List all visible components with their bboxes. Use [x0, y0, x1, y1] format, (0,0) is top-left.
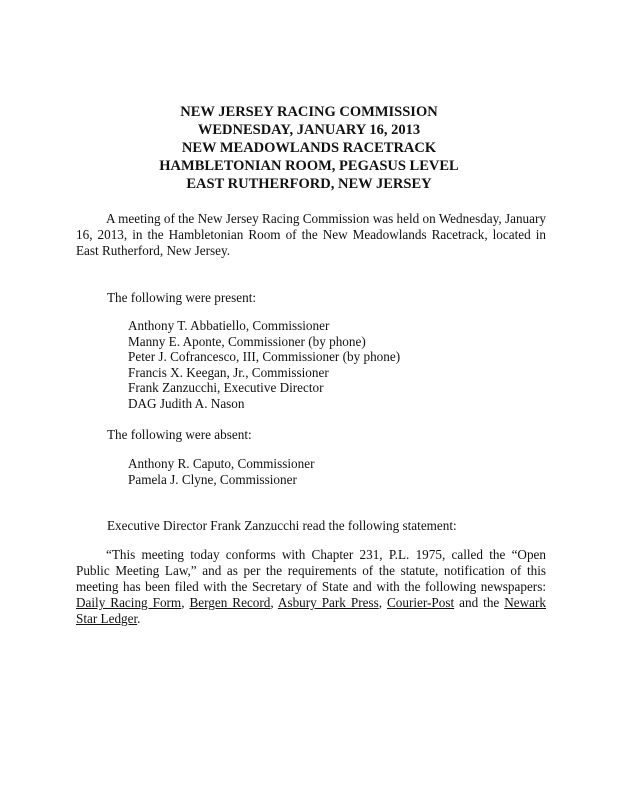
newspaper-asbury-park-press: Asbury Park Press	[277, 595, 379, 610]
statement-intro: Executive Director Frank Zanzucchi read the following statement:	[107, 518, 457, 533]
document-header	[0, 103, 618, 193]
conjunction: and the	[454, 595, 505, 610]
header-date: WEDNESDAY, JANUARY 16, 2013	[197, 122, 421, 138]
statement-text: “This meeting today conforms with Chapter 231, P.L. 1975, called the “Open Public Meeting Law,” and as per the requirements of the statute, notification of this meeting has been filed with the Secretary of State and with the following newspapers:	[76, 547, 546, 594]
header-location: EAST RUTHERFORD, NEW JERSEY	[186, 176, 432, 192]
absent-list	[128, 456, 314, 487]
newspaper-bergen-record: Bergen Record	[189, 595, 271, 610]
terminal-period: .	[137, 611, 141, 626]
newspaper-daily-racing-form: Daily Racing Form	[76, 595, 182, 610]
present-label: The following were present:	[107, 290, 257, 305]
list-item: Pamela J. Clyne, Commissioner	[128, 471, 297, 487]
separator: ,	[270, 595, 278, 610]
statement-paragraph	[76, 547, 546, 627]
separator: ,	[181, 595, 190, 610]
list-item: DAG Judith A. Nason	[128, 395, 245, 411]
header-commission: NEW JERSEY RACING COMMISSION	[180, 104, 438, 120]
list-item: Anthony T. Abbatiello, Commissioner	[128, 318, 330, 333]
separator: ,	[378, 595, 388, 610]
list-item: Peter J. Cofrancesco, III, Commissioner (by phone)	[128, 349, 401, 364]
header-venue: NEW MEADOWLANDS RACETRACK	[181, 140, 437, 156]
list-item: Frank Zanzucchi, Executive Director	[128, 380, 324, 395]
intro-paragraph: A meeting of the New Jersey Racing Commission was held on Wednesday, January 16, 2013, in the Hambletonian Room of the New Meadowlands Racetrack, located in East Rutherford, New Jersey.	[76, 211, 546, 258]
newspaper-courier-post: Courier-Post	[387, 595, 455, 610]
header-room: HAMBLETONIAN ROOM, PEGASUS LEVEL	[159, 158, 459, 174]
present-list	[128, 318, 400, 411]
list-item: Anthony R. Caputo, Commissioner	[128, 456, 315, 471]
list-item: Francis X. Keegan, Jr., Commissioner	[128, 364, 329, 380]
absent-label: The following were absent:	[107, 427, 252, 442]
newspaper-newark-star-ledger: Newark Star Ledger	[76, 595, 546, 626]
list-item: Manny E. Aponte, Commissioner (by phone)	[128, 333, 366, 349]
